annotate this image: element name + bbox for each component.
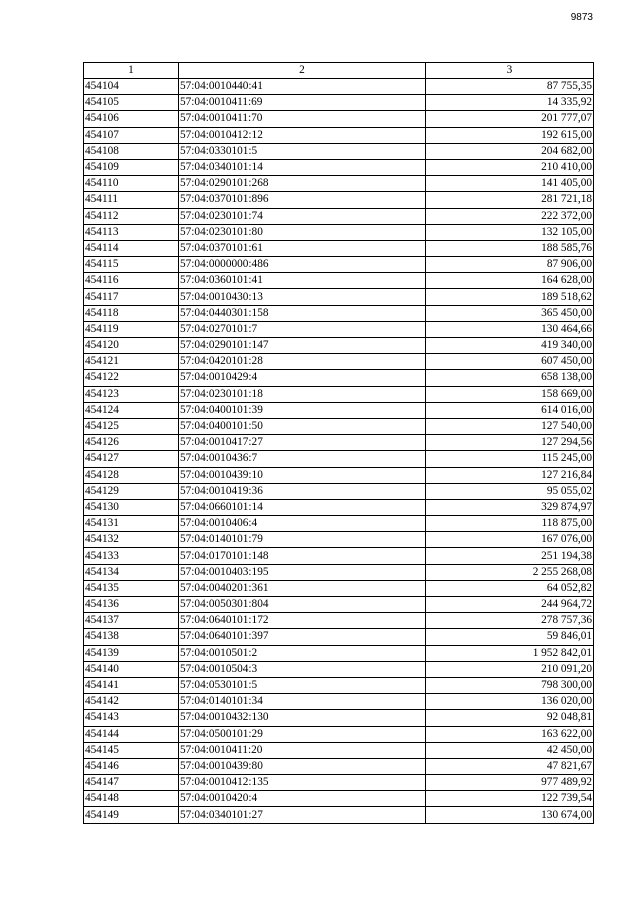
- cadastral-number-cell: 57:04:0370101:896: [179, 192, 426, 208]
- row-number-cell: 454117: [84, 289, 179, 305]
- value-cell: 329 874,97: [426, 499, 594, 515]
- table-row: [84, 613, 594, 629]
- cadastral-number-cell: 57:04:0010430:13: [179, 289, 426, 305]
- cadastral-number-cell: 57:04:0640101:397: [179, 629, 426, 645]
- value-cell: 192 615,00: [426, 127, 594, 143]
- table-row: [84, 370, 594, 386]
- table-row: [84, 807, 594, 823]
- value-cell: 127 294,56: [426, 435, 594, 451]
- table-row: [84, 451, 594, 467]
- value-cell: 130 464,66: [426, 321, 594, 337]
- table-row: [84, 111, 594, 127]
- row-number-cell: 454139: [84, 645, 179, 661]
- value-cell: 658 138,00: [426, 370, 594, 386]
- cadastral-number-cell: 57:04:0230101:18: [179, 386, 426, 402]
- cadastral-number-cell: 57:04:0400101:39: [179, 402, 426, 418]
- cadastral-number-cell: 57:04:0010501:2: [179, 645, 426, 661]
- row-number-cell: 454147: [84, 775, 179, 791]
- row-number-cell: 454119: [84, 321, 179, 337]
- table-row: [84, 645, 594, 661]
- cadastral-number-cell: 57:04:0340101:14: [179, 159, 426, 175]
- value-cell: 64 052,82: [426, 580, 594, 596]
- value-cell: 365 450,00: [426, 305, 594, 321]
- row-number-cell: 454148: [84, 791, 179, 807]
- table-row: [84, 305, 594, 321]
- cadastral-number-cell: 57:04:0010412:135: [179, 775, 426, 791]
- value-cell: 167 076,00: [426, 532, 594, 548]
- row-number-cell: 454108: [84, 143, 179, 159]
- table-row: [84, 192, 594, 208]
- value-cell: 130 674,00: [426, 807, 594, 823]
- row-number-cell: 454149: [84, 807, 179, 823]
- cadastral-number-cell: 57:04:0010412:12: [179, 127, 426, 143]
- table-row: [84, 338, 594, 354]
- table-row: [84, 597, 594, 613]
- row-number-cell: 454106: [84, 111, 179, 127]
- row-number-cell: 454114: [84, 240, 179, 256]
- value-cell: 95 055,02: [426, 483, 594, 499]
- table-row: [84, 661, 594, 677]
- cadastral-number-cell: 57:04:0330101:5: [179, 143, 426, 159]
- value-cell: 115 245,00: [426, 451, 594, 467]
- row-number-cell: 454127: [84, 451, 179, 467]
- cadastral-number-cell: 57:04:0170101:148: [179, 548, 426, 564]
- value-cell: 201 777,07: [426, 111, 594, 127]
- cadastral-number-cell: 57:04:0010436:7: [179, 451, 426, 467]
- value-cell: 204 682,00: [426, 143, 594, 159]
- row-number-cell: 454137: [84, 613, 179, 629]
- cadastral-number-cell: 57:04:0010411:20: [179, 742, 426, 758]
- row-number-cell: 454124: [84, 402, 179, 418]
- value-cell: 188 585,76: [426, 240, 594, 256]
- value-cell: 47 821,67: [426, 758, 594, 774]
- cadastral-number-cell: 57:04:0010439:80: [179, 758, 426, 774]
- table-row: [84, 499, 594, 515]
- value-cell: 614 016,00: [426, 402, 594, 418]
- table-row: [84, 516, 594, 532]
- value-cell: 163 622,00: [426, 726, 594, 742]
- cadastral-number-cell: 57:04:0010403:195: [179, 564, 426, 580]
- row-number-cell: 454126: [84, 435, 179, 451]
- table-row: [84, 775, 594, 791]
- value-cell: 798 300,00: [426, 677, 594, 693]
- row-number-cell: 454111: [84, 192, 179, 208]
- row-number-cell: 454122: [84, 370, 179, 386]
- table-row: [84, 532, 594, 548]
- table-row: [84, 95, 594, 111]
- cadastral-number-cell: 57:04:0010440:41: [179, 79, 426, 95]
- cadastral-number-cell: 57:04:0270101:7: [179, 321, 426, 337]
- value-cell: 87 906,00: [426, 257, 594, 273]
- value-cell: 87 755,35: [426, 79, 594, 95]
- row-number-cell: 454115: [84, 257, 179, 273]
- cadastral-number-cell: 57:04:0010429:4: [179, 370, 426, 386]
- row-number-cell: 454133: [84, 548, 179, 564]
- row-number-cell: 454138: [84, 629, 179, 645]
- table-row: [84, 467, 594, 483]
- cadastral-number-cell: 57:04:0370101:61: [179, 240, 426, 256]
- value-cell: 210 091,20: [426, 661, 594, 677]
- table-row: [84, 580, 594, 596]
- cadastral-number-cell: 57:04:0050301:804: [179, 597, 426, 613]
- cadastral-number-cell: 57:04:0500101:29: [179, 726, 426, 742]
- table-row: [84, 143, 594, 159]
- cadastral-number-cell: 57:04:0010504:3: [179, 661, 426, 677]
- column-header-2: 2: [179, 63, 426, 79]
- cadastral-number-cell: 57:04:0010432:130: [179, 710, 426, 726]
- row-number-cell: 454107: [84, 127, 179, 143]
- row-number-cell: 454129: [84, 483, 179, 499]
- cadastral-number-cell: 57:04:0400101:50: [179, 418, 426, 434]
- value-cell: 132 105,00: [426, 224, 594, 240]
- cadastral-number-cell: 57:04:0000000:486: [179, 257, 426, 273]
- value-cell: 222 372,00: [426, 208, 594, 224]
- row-number-cell: 454120: [84, 338, 179, 354]
- table-row: [84, 483, 594, 499]
- table-row: [84, 273, 594, 289]
- table-header-row: [84, 63, 594, 79]
- value-cell: 127 540,00: [426, 418, 594, 434]
- value-cell: 281 721,18: [426, 192, 594, 208]
- cadastral-number-cell: 57:04:0290101:147: [179, 338, 426, 354]
- row-number-cell: 454134: [84, 564, 179, 580]
- table-row: [84, 208, 594, 224]
- row-number-cell: 454145: [84, 742, 179, 758]
- table-row: [84, 742, 594, 758]
- cadastral-number-cell: 57:04:0010417:27: [179, 435, 426, 451]
- row-number-cell: 454146: [84, 758, 179, 774]
- row-number-cell: 454118: [84, 305, 179, 321]
- value-cell: 92 048,81: [426, 710, 594, 726]
- row-number-cell: 454104: [84, 79, 179, 95]
- row-number-cell: 454144: [84, 726, 179, 742]
- value-cell: 122 739,54: [426, 791, 594, 807]
- table-row: [84, 289, 594, 305]
- cadastral-number-cell: 57:04:0420101:28: [179, 354, 426, 370]
- cadastral-number-cell: 57:04:0360101:41: [179, 273, 426, 289]
- table-row: [84, 418, 594, 434]
- row-number-cell: 454125: [84, 418, 179, 434]
- table-row: [84, 176, 594, 192]
- value-cell: 118 875,00: [426, 516, 594, 532]
- cadastral-number-cell: 57:04:0230101:80: [179, 224, 426, 240]
- table-row: [84, 354, 594, 370]
- row-number-cell: 454132: [84, 532, 179, 548]
- cadastral-number-cell: 57:04:0230101:74: [179, 208, 426, 224]
- cadastral-number-cell: 57:04:0010419:36: [179, 483, 426, 499]
- table-row: [84, 240, 594, 256]
- table-row: [84, 677, 594, 693]
- cadastral-number-cell: 57:04:0290101:268: [179, 176, 426, 192]
- row-number-cell: 454136: [84, 597, 179, 613]
- row-number-cell: 454123: [84, 386, 179, 402]
- table-row: [84, 564, 594, 580]
- table-row: [84, 79, 594, 95]
- value-cell: 210 410,00: [426, 159, 594, 175]
- cadastral-number-cell: 57:04:0010439:10: [179, 467, 426, 483]
- cadastral-number-cell: 57:04:0440301:158: [179, 305, 426, 321]
- column-header-1: 1: [84, 63, 179, 79]
- row-number-cell: 454131: [84, 516, 179, 532]
- table-row: [84, 402, 594, 418]
- data-table: [83, 62, 594, 824]
- table-row: [84, 694, 594, 710]
- row-number-cell: 454143: [84, 710, 179, 726]
- value-cell: 419 340,00: [426, 338, 594, 354]
- value-cell: 977 489,92: [426, 775, 594, 791]
- value-cell: 158 669,00: [426, 386, 594, 402]
- value-cell: 14 335,92: [426, 95, 594, 111]
- cadastral-number-cell: 57:04:0040201:361: [179, 580, 426, 596]
- table-row: [84, 791, 594, 807]
- row-number-cell: 454140: [84, 661, 179, 677]
- table-row: [84, 548, 594, 564]
- row-number-cell: 454110: [84, 176, 179, 192]
- cadastral-number-cell: 57:04:0010411:70: [179, 111, 426, 127]
- value-cell: 2 255 268,08: [426, 564, 594, 580]
- table-row: [84, 758, 594, 774]
- row-number-cell: 454116: [84, 273, 179, 289]
- table-row: [84, 435, 594, 451]
- page-number: 9873: [570, 12, 593, 23]
- table-row: [84, 710, 594, 726]
- table-row: [84, 127, 594, 143]
- value-cell: 59 846,01: [426, 629, 594, 645]
- table-row: [84, 321, 594, 337]
- row-number-cell: 454109: [84, 159, 179, 175]
- value-cell: 244 964,72: [426, 597, 594, 613]
- row-number-cell: 454130: [84, 499, 179, 515]
- row-number-cell: 454105: [84, 95, 179, 111]
- cadastral-number-cell: 57:04:0640101:172: [179, 613, 426, 629]
- cadastral-number-cell: 57:04:0530101:5: [179, 677, 426, 693]
- table-body: [84, 79, 594, 824]
- table-row: [84, 159, 594, 175]
- value-cell: 42 450,00: [426, 742, 594, 758]
- value-cell: 607 450,00: [426, 354, 594, 370]
- value-cell: 1 952 842,01: [426, 645, 594, 661]
- cadastral-number-cell: 57:04:0140101:34: [179, 694, 426, 710]
- value-cell: 164 628,00: [426, 273, 594, 289]
- cadastral-number-cell: 57:04:0340101:27: [179, 807, 426, 823]
- row-number-cell: 454142: [84, 694, 179, 710]
- value-cell: 251 194,38: [426, 548, 594, 564]
- value-cell: 141 405,00: [426, 176, 594, 192]
- cadastral-number-cell: 57:04:0660101:14: [179, 499, 426, 515]
- row-number-cell: 454113: [84, 224, 179, 240]
- value-cell: 127 216,84: [426, 467, 594, 483]
- table-row: [84, 257, 594, 273]
- table-row: [84, 629, 594, 645]
- cadastral-number-cell: 57:04:0010406:4: [179, 516, 426, 532]
- table-row: [84, 224, 594, 240]
- row-number-cell: 454128: [84, 467, 179, 483]
- table-row: [84, 386, 594, 402]
- value-cell: 278 757,36: [426, 613, 594, 629]
- column-header-3: 3: [426, 63, 594, 79]
- row-number-cell: 454135: [84, 580, 179, 596]
- cadastral-number-cell: 57:04:0010420:4: [179, 791, 426, 807]
- value-cell: 136 020,00: [426, 694, 594, 710]
- value-cell: 189 518,62: [426, 289, 594, 305]
- cadastral-number-cell: 57:04:0140101:79: [179, 532, 426, 548]
- row-number-cell: 454141: [84, 677, 179, 693]
- row-number-cell: 454112: [84, 208, 179, 224]
- cadastral-number-cell: 57:04:0010411:69: [179, 95, 426, 111]
- table-row: [84, 726, 594, 742]
- row-number-cell: 454121: [84, 354, 179, 370]
